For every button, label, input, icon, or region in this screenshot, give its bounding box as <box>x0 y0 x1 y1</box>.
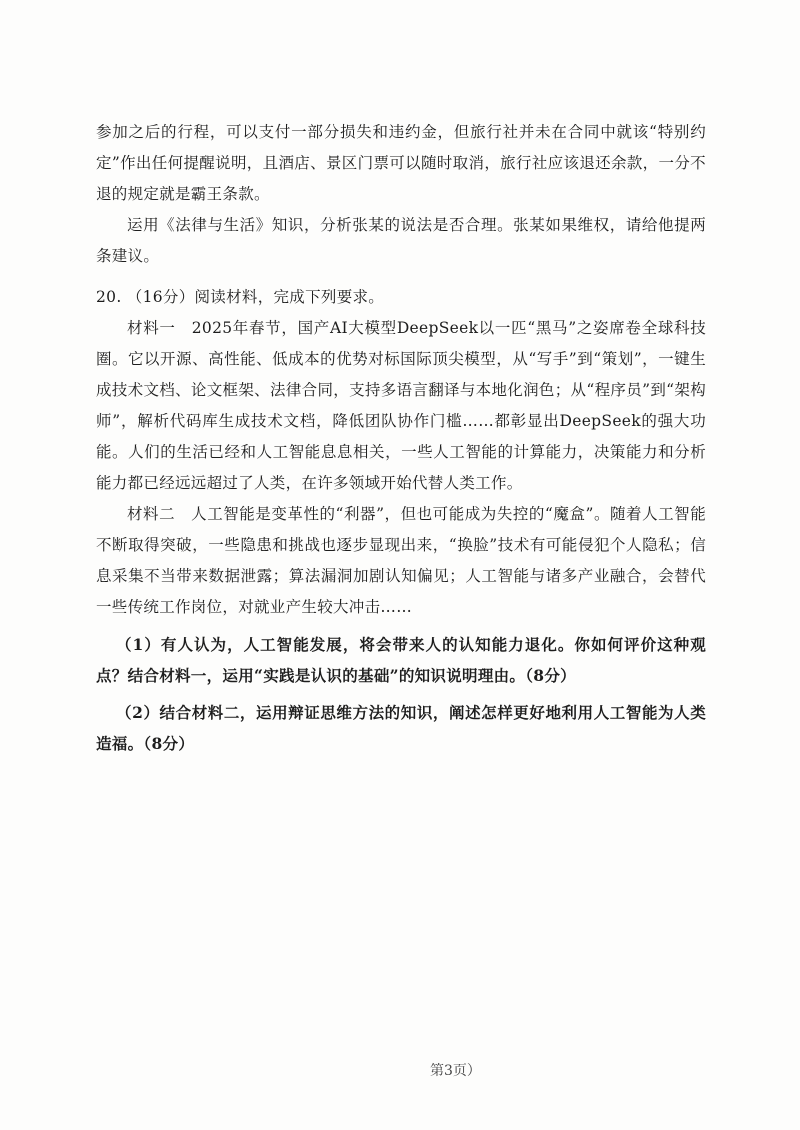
question-20 <box>96 282 706 759</box>
material-1: 材料一 2025年春节，国产AI大模型DeepSeek以一匹“黑马”之姿席卷全球科技圈。它以开源、高性能、低成本的优势对标国际顶尖模型，从“写手”到“策划”，一键生成技术文档、论文框架、法律合同，支持多语言翻译与本地化润色；从“程序员”到“架构师”，解析代码库生成技术文档，降低团队协作门槛……都彰显出DeepSeek的强大功能。人们的生活已经和人工智能息息相关，一些人工智能的计算能力，决策能力和分析能力都已经远远超过了人类，在许多领域开始代替人类工作。 <box>96 319 706 492</box>
previous-question-tail <box>96 117 706 272</box>
sub-question-1: （1）有人认为，人工智能发展，将会带来人的认知能力退化。你如何评价这种观点？结合材料一，运用“实践是认识的基础”的知识说明理由。（8分） <box>96 635 706 685</box>
page-footer: 第3页） <box>430 1063 481 1079</box>
previous-question-paragraph: 参加之后的行程，可以支付一部分损失和违约金，但旅行社并未在合同中就该“特别约定”作出任何提醒说明，且酒店、景区门票可以随时取消，旅行社应该退还余款，一分不退的规定就是霸王条款。 <box>96 123 706 203</box>
previous-question-prompt: 运用《法律与生活》知识，分析张某的说法是否合理。张某如果维权，请给他提两条建议。 <box>96 216 706 265</box>
sub-question-2: （2）结合材料二，运用辩证思维方法的知识，阐述怎样更好地利用人工智能为人类造福。（8分） <box>96 703 706 753</box>
question-20-header: 20. （16分）阅读材料，完成下列要求。 <box>96 288 385 306</box>
material-2: 材料二 人工智能是变革性的“利器”，但也可能成为失控的“魔盒”。随着人工智能不断取得突破，一些隐患和挑战也逐步显现出来，“换脸”技术有可能侵犯个人隐私；信息采集不当带来数据泄露；算法漏洞加剧认知偏见；人工智能与诸多产业融合，会替代一些传统工作岗位，对就业产生较大冲击…… <box>96 505 706 616</box>
